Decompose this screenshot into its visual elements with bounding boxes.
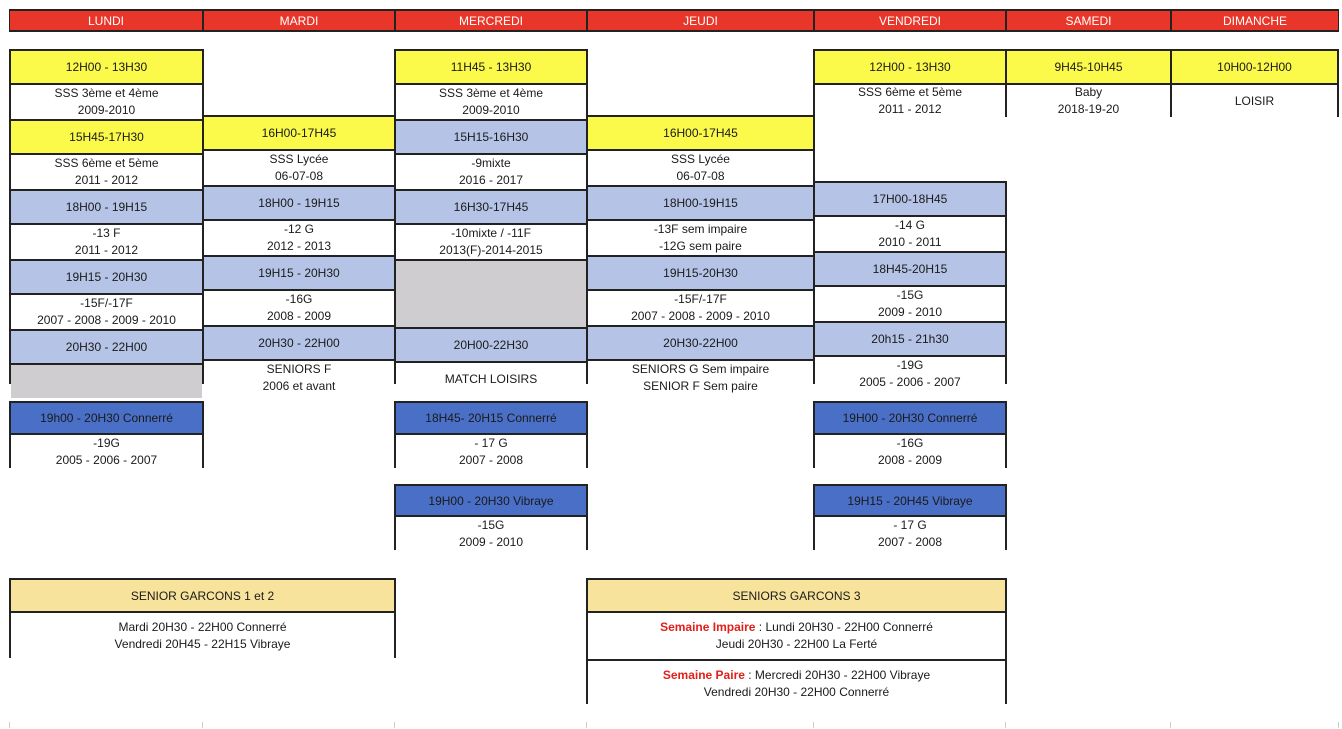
time-slot: 19H00 - 20H30 Vibraye — [396, 486, 586, 515]
odd-week-line2: Jeudi 20H30 - 22H00 La Ferté — [715, 637, 878, 651]
year-label: 2008 - 2009 — [877, 452, 943, 467]
group-label: Baby — [1074, 85, 1103, 99]
year-label: 2009-2010 — [77, 103, 136, 117]
even-week-info — [588, 659, 1005, 706]
group-label: -15G — [477, 517, 505, 532]
group-label: -19G — [93, 435, 120, 450]
year-label: 2009 - 2010 — [458, 534, 524, 549]
group-label: - 17 G — [474, 435, 508, 450]
time-slot: 20h15 - 21h30 — [815, 321, 1005, 355]
empty-slot — [396, 259, 586, 327]
group-label: LOISIR — [1234, 93, 1275, 108]
time-slot: 20H30-22H00 — [588, 325, 813, 359]
friday-schedule — [813, 181, 1007, 389]
odd-week-label: Semaine Impaire — [660, 620, 756, 634]
time-slot: 18H00 - 19H15 — [204, 185, 394, 219]
time-slot: 20H30 - 22H00 — [204, 325, 394, 359]
year-label: -12G sem paire — [659, 239, 742, 253]
year-label: 2005 - 2006 - 2007 — [859, 374, 961, 389]
time-slot: 18H45-20H15 — [815, 251, 1005, 285]
group-label: MATCH LOISIRS — [444, 372, 538, 386]
year-label: 06-07-08 — [274, 169, 324, 183]
wednesday-connerre-session — [394, 401, 588, 468]
session-info — [11, 223, 202, 259]
session-info — [815, 215, 1005, 251]
header-day-wednesday: MERCREDI — [395, 9, 587, 32]
year-label: 2008 - 2009 — [266, 309, 332, 323]
odd-week-info — [588, 611, 1005, 659]
group-label: SSS 3ème et 4ème — [54, 86, 159, 100]
session-info — [11, 433, 202, 468]
senior-garcons-1-2 — [9, 578, 396, 658]
group-label: - 17 G — [893, 517, 927, 532]
session-info — [815, 515, 1005, 550]
session-info — [588, 219, 813, 255]
odd-week-line1: : Lundi 20H30 - 22H00 Connerré — [755, 620, 933, 634]
time-slot: 19h00 - 20H30 Connerré — [11, 403, 202, 433]
session-info — [588, 289, 813, 325]
group-label: -15G — [896, 288, 924, 302]
time-slot: 16H30-17H45 — [396, 189, 586, 223]
monday-schedule — [9, 49, 204, 384]
grid-tick — [9, 722, 10, 728]
group-label: -16G — [896, 435, 924, 450]
time-slot: 19H15 - 20H30 — [11, 259, 202, 293]
group-label: -13F sem impaire — [653, 222, 748, 236]
time-slot: 17H00-18H45 — [815, 183, 1005, 215]
session-info — [1007, 83, 1170, 117]
year-label: 2011 - 2012 — [878, 102, 942, 116]
section-title: SENIOR GARCONS 1 et 2 — [11, 580, 394, 611]
group-label: -13 F — [92, 226, 121, 240]
group-label: -12 G — [283, 222, 314, 236]
group-label: -14 G — [894, 218, 925, 232]
year-label: 2016 - 2017 — [458, 173, 524, 187]
group-label: -10mixte / -11F — [451, 226, 531, 240]
time-slot: 9H45-10H45 — [1007, 51, 1170, 83]
session-info — [1172, 83, 1337, 117]
year-label: 2005 - 2006 - 2007 — [55, 452, 158, 467]
friday-vibraye-session — [813, 484, 1007, 550]
year-label: 2007 - 2008 — [877, 534, 943, 549]
year-label: 2009-2010 — [462, 103, 520, 117]
time-slot: 15H15-16H30 — [396, 119, 586, 153]
time-slot: 18H45- 20H15 Connerré — [396, 403, 586, 433]
time-slot: 16H00-17H45 — [204, 117, 394, 149]
group-label: -15F/-17F — [674, 292, 727, 306]
year-label: 2007 - 2008 — [458, 452, 524, 467]
session-info — [815, 433, 1005, 468]
time-slot: 19H15-20H30 — [588, 255, 813, 289]
group-label: SSS Lycée — [671, 152, 730, 166]
grid-tick — [1338, 722, 1339, 728]
grid-tick — [1005, 722, 1006, 728]
year-label: 2009 - 2010 — [877, 305, 943, 319]
year-label: 2007 - 2008 - 2009 - 2010 — [631, 309, 770, 323]
section-title: SENIORS GARCONS 3 — [588, 580, 1005, 611]
thursday-schedule — [586, 115, 815, 393]
session-info — [815, 285, 1005, 321]
header-day-saturday: SAMEDI — [1006, 9, 1171, 32]
year-label: 2006 et avant — [262, 378, 336, 393]
even-week-label: Semaine Paire — [662, 667, 745, 682]
wednesday-vibraye-session — [394, 484, 588, 550]
header-day-thursday: JEUDI — [587, 9, 814, 32]
time-slot: 12H00 - 13H30 — [815, 51, 1005, 83]
header-day-monday: LUNDI — [9, 9, 203, 32]
session-info — [815, 355, 1005, 390]
monday-connerre-session — [9, 401, 204, 468]
time-slot: 18H00 - 19H15 — [11, 189, 202, 223]
friday-noon-session — [813, 49, 1007, 117]
even-week-line1: : Mercredi 20H30 - 22H00 Vibraye — [744, 667, 931, 682]
time-slot: 11H45 - 13H30 — [396, 51, 586, 83]
year-label: 2011 - 2012 — [74, 243, 139, 257]
time-slot: 19H00 - 20H30 Connerré — [815, 403, 1005, 433]
group-label: SSS Lycée — [269, 152, 329, 166]
year-label: 2010 - 2011 — [878, 235, 942, 249]
saturday-schedule — [1005, 49, 1172, 117]
group-label: -19G — [896, 357, 924, 372]
year-label: 2013(F)-2014-2015 — [439, 243, 543, 257]
grid-tick — [202, 722, 203, 728]
time-slot: 16H00-17H45 — [588, 117, 813, 149]
friday-connerre-session — [813, 401, 1007, 468]
schedule-line: Vendredi 20H45 - 22H15 Vibraye — [114, 636, 291, 651]
grid-tick — [586, 722, 587, 728]
session-info — [588, 149, 813, 185]
session-info — [396, 83, 586, 119]
grid-tick — [813, 722, 814, 728]
header-day-sunday: DIMANCHE — [1171, 9, 1339, 32]
session-info — [11, 153, 202, 189]
session-info — [815, 83, 1005, 117]
session-info — [11, 83, 202, 119]
session-info — [204, 219, 394, 255]
year-label: 2018-19-20 — [1057, 102, 1120, 116]
group-label: SSS 6ème et 5ème — [857, 85, 963, 99]
time-slot: 19H15 - 20H45 Vibraye — [815, 486, 1005, 515]
time-slot: 10H00-12H00 — [1172, 51, 1337, 83]
group-label: SENIORS F — [266, 361, 332, 376]
schedule-line — [660, 619, 933, 636]
time-slot: 20H00-22H30 — [396, 327, 586, 361]
year-label: 06-07-08 — [676, 169, 725, 183]
even-week-line2: Vendredi 20H30 - 22H00 Connerré — [703, 684, 890, 699]
header-day-friday: VENDREDI — [814, 9, 1006, 32]
session-info — [204, 149, 394, 185]
group-label: SSS 6ème et 5ème — [54, 156, 159, 170]
session-info — [396, 433, 586, 468]
group-label: -9mixte — [471, 156, 511, 170]
time-slot: 12H00 - 13H30 — [11, 51, 202, 83]
session-info — [11, 293, 202, 329]
session-info — [204, 289, 394, 325]
group-label: SENIORS G Sem impaire — [631, 361, 770, 376]
session-info — [396, 515, 586, 550]
schedule-line — [663, 667, 930, 684]
tuesday-schedule — [202, 115, 396, 393]
group-label: SSS 3ème et 4ème — [438, 86, 544, 100]
time-slot: 18H00-19H15 — [588, 185, 813, 219]
year-label: 2011 - 2012 — [74, 173, 139, 187]
empty-slot — [11, 363, 202, 398]
wednesday-schedule — [394, 49, 588, 384]
sunday-schedule — [1170, 49, 1339, 117]
schedule-line: Mardi 20H30 - 22H00 Connerré — [118, 619, 287, 634]
year-label: 2007 - 2008 - 2009 - 2010 — [37, 313, 176, 327]
year-label: SENIOR F Sem paire — [643, 378, 758, 393]
session-info — [396, 153, 586, 189]
time-slot: 20H30 - 22H00 — [11, 329, 202, 363]
year-label: 2012 - 2013 — [266, 239, 332, 253]
grid-tick — [394, 722, 395, 728]
time-slot: 15H45-17H30 — [11, 119, 202, 153]
group-label: -15F/-17F — [80, 296, 133, 310]
group-label: -16G — [285, 292, 313, 306]
seniors-garcons-3 — [586, 578, 1007, 704]
time-slot: 19H15 - 20H30 — [204, 255, 394, 289]
session-info — [204, 359, 394, 394]
session-info — [11, 611, 394, 658]
session-info — [396, 361, 586, 396]
session-info — [588, 359, 813, 394]
grid-tick — [1170, 722, 1171, 728]
session-info — [396, 223, 586, 259]
header-day-tuesday: MARDI — [203, 9, 395, 32]
